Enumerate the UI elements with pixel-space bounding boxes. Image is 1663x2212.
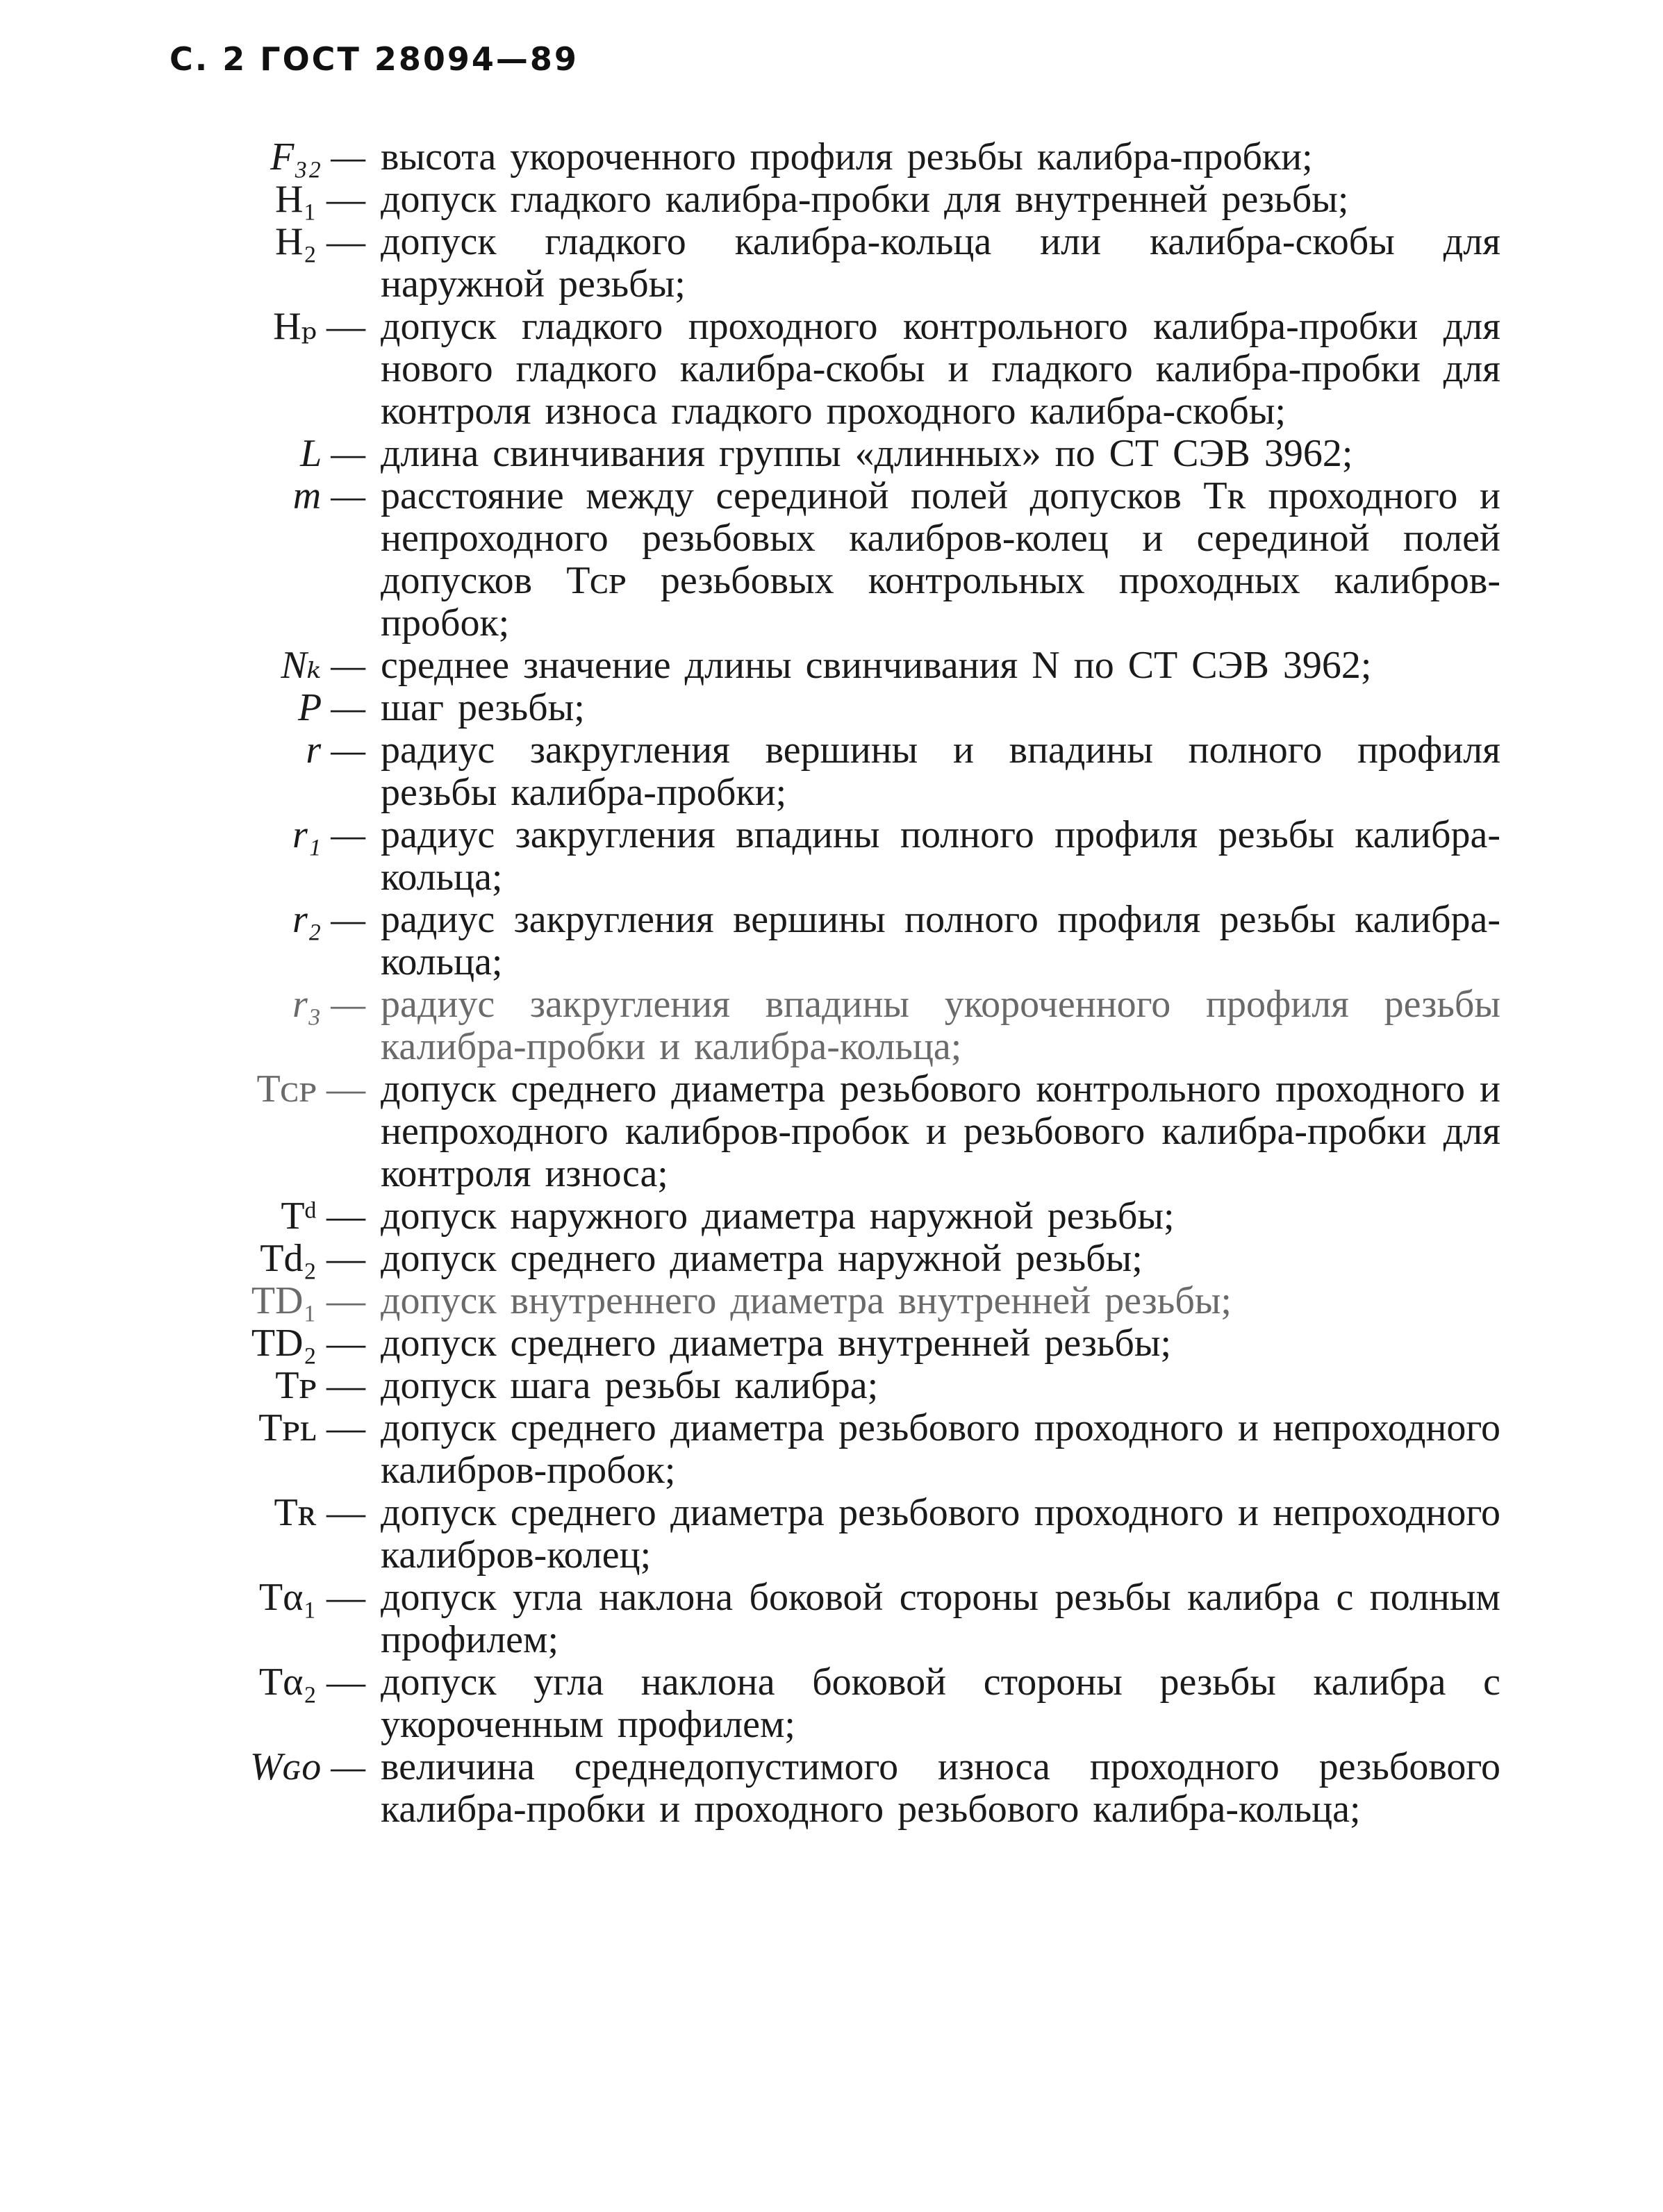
definition-symbol: Tᵈ — [281, 1195, 365, 1238]
definition-text: допуск среднего диаметра резьбового проходного и непроходного калибров-пробок; [381, 1406, 1500, 1492]
definition-item [208, 1661, 1500, 1746]
definition-text: допуск внутреннего диаметра внутренней резьбы; [381, 1279, 1232, 1322]
definition-text: допуск гладкого проходного контрольного калибра-пробки для нового гладкого калибра-скобы и гладкого калибра-пробки для контроля износа гладкого проходного калибра-скобы; [381, 305, 1500, 433]
definition-text: допуск среднего диаметра внутренней резьбы; [381, 1322, 1172, 1365]
definition-symbol: Wɢᴏ — [249, 1745, 365, 1788]
definition-symbol: TD₂ — [251, 1322, 365, 1365]
definition-symbol: r₃ — [292, 983, 365, 1026]
definition-symbol: Tᴄᴘ — [256, 1067, 365, 1111]
definition-symbol: Td₂ — [260, 1237, 365, 1280]
definition-symbol: P — [298, 686, 365, 729]
definition-symbol: H₂ — [275, 220, 365, 263]
definition-item [208, 687, 1500, 729]
definition-text: допуск среднего диаметра наружной резьбы; [381, 1237, 1143, 1280]
definition-item [208, 983, 1500, 1068]
definition-item [208, 1238, 1500, 1280]
definition-item [208, 1577, 1500, 1661]
definition-text: расстояние между серединой полей допусков Tʀ проходного и непроходного резьбовых калибров-колец и серединой полей допусков Tᴄᴘ резьбовых контрольных проходных калибров-пробок; [381, 474, 1500, 645]
definition-symbol: Tᴘʟ — [258, 1406, 365, 1449]
definition-symbol: m — [292, 474, 365, 517]
definition-item [208, 306, 1500, 433]
definition-text: шаг резьбы; [381, 686, 585, 729]
definition-item [208, 1322, 1500, 1365]
definition-text: допуск среднего диаметра резьбового контрольного проходного и непроходного калибров-пробок и резьбового калибра-пробки для контроля износа; [381, 1067, 1500, 1195]
definition-item [208, 136, 1500, 178]
definition-symbol: r — [306, 729, 365, 772]
definition-symbol: Tα₂ — [258, 1661, 365, 1704]
definition-symbol: r₂ — [292, 898, 365, 941]
definition-item [208, 1365, 1500, 1407]
definition-item [208, 899, 1500, 983]
definition-item [208, 814, 1500, 899]
definition-item [208, 178, 1500, 221]
definition-item [208, 1407, 1500, 1492]
definition-text: допуск среднего диаметра резьбового проходного и непроходного калибров-колец; [381, 1491, 1500, 1577]
definition-symbol: Tʀ — [274, 1491, 365, 1534]
definition-item [208, 433, 1500, 475]
definition-item [208, 221, 1500, 306]
definition-text: радиус закругления вершины полного профиля резьбы калибра-кольца; [381, 898, 1500, 983]
definition-symbol: H₁ — [275, 178, 365, 221]
definition-item [208, 729, 1500, 814]
definition-symbol: Nₖ — [281, 644, 365, 687]
definition-symbol: r₁ — [292, 813, 365, 856]
definition-symbol: Tᴘ — [275, 1364, 365, 1407]
definition-text: среднее значение длины свинчивания N по СТ СЭВ 3962; [381, 644, 1372, 687]
definition-text: допуск гладкого калибра-кольца или калибра-скобы для наружной резьбы; [381, 220, 1500, 306]
definition-symbol: F₃₂ — [270, 135, 365, 178]
definition-item [208, 1280, 1500, 1322]
definition-text: радиус закругления вершины и впадины полного профиля резьбы калибра-пробки; [381, 729, 1500, 814]
definition-text: допуск наружного диаметра наружной резьбы; [381, 1195, 1175, 1238]
definition-item [208, 1746, 1500, 1831]
definition-text: радиус закругления впадины полного профиля резьбы калибра-кольца; [381, 813, 1500, 899]
definition-symbol: TD₁ — [251, 1279, 365, 1322]
definitions-list [208, 136, 1500, 1831]
definition-text: высота укороченного профиля резьбы калибра-пробки; [381, 135, 1313, 178]
definition-text: величина среднедопустимого износа проходного резьбового калибра-пробки и проходного резьбового калибра-кольца; [381, 1745, 1500, 1831]
page-header: С. 2 ГОСТ 28094—89 [169, 40, 579, 78]
definition-item [208, 475, 1500, 645]
definition-text: допуск гладкого калибра-пробки для внутренней резьбы; [381, 178, 1349, 221]
definition-item [208, 645, 1500, 687]
definition-symbol: Tα₁ — [258, 1576, 365, 1619]
definition-item [208, 1195, 1500, 1238]
definition-symbol: Hₚ — [273, 305, 365, 348]
definition-symbol: L — [300, 432, 365, 475]
definition-text: радиус закругления впадины укороченного профиля резьбы калибра-пробки и калибра-кольца; [381, 983, 1500, 1068]
definition-text: длина свинчивания группы «длинных» по СТ СЭВ 3962; [381, 432, 1353, 475]
definition-item [208, 1068, 1500, 1195]
definition-text: допуск угла наклона боковой стороны резьбы калибра с полным профилем; [381, 1576, 1500, 1661]
definition-text: допуск шага резьбы калибра; [381, 1364, 879, 1407]
definition-text: допуск угла наклона боковой стороны резьбы калибра с укороченным профилем; [381, 1661, 1500, 1746]
definition-item [208, 1492, 1500, 1577]
